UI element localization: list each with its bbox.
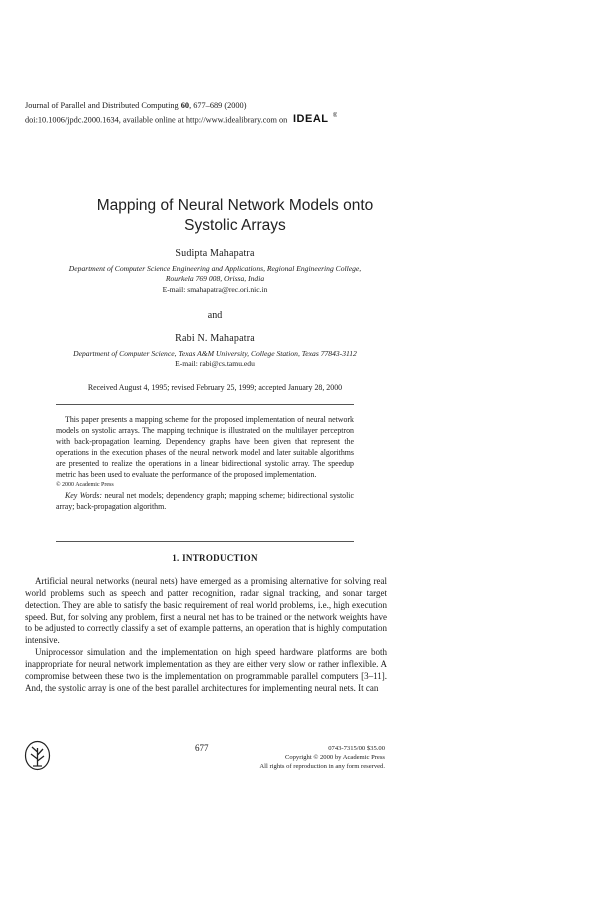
author-2-email: E-mail: rabi@cs.tamu.edu <box>175 359 255 369</box>
abstract-copyright: © 2000 Academic Press <box>56 482 114 489</box>
author-1-email: E-mail: smahapatra@rec.ori.nic.in <box>162 284 268 294</box>
journal-header <box>25 101 337 129</box>
abstract-top-rule <box>56 404 354 405</box>
copyright-line: Copyright © 2000 by Academic Press <box>284 753 385 761</box>
paragraph: Artificial neural networks (neural nets) have emerged as a promising alternative for solving real world problems such as speech and patter recognition, radar signal tracking, and sonar target detection. They are able to satisfy the basic requirement of real world problems, i.e., high execution speed. But, for solving any problem, first a neural net has to be trained or the network weights have to be adjusted to correctly classify a set of example patterns, an operation that is highly computation intensive. <box>25 576 387 646</box>
author-2: Rabi N. Mahapatra <box>175 333 255 344</box>
svg-text:®: ® <box>333 112 338 119</box>
abstract-bottom-rule <box>56 541 354 542</box>
journal-citation: Journal of Parallel and Distributed Computing 60, 677–689 (2000) <box>25 101 247 110</box>
keywords: Key Words: neural net models; dependency graph; mapping scheme; bidirectional systolic array; back-propagation algorithm. <box>56 491 354 512</box>
author-1: Sudipta Mahapatra <box>175 248 255 259</box>
page-number: 677 <box>195 743 209 753</box>
abstract <box>56 415 354 513</box>
publisher-tree-logo-icon <box>24 740 51 771</box>
and-separator: and <box>207 310 223 321</box>
rights-line: All rights of reproduction in any form reserved. <box>259 762 385 770</box>
price-line: 0743-7315/00 $35.00 <box>328 745 385 752</box>
ideal-logo-text: IDEAL <box>293 112 329 125</box>
paragraph: Uniprocessor simulation and the implementation on high speed hardware platforms are both inappropriate for neural network implementation as they are either very slow or rather inflexible. A compromise between these two is the implementation on programmable parallel computers [3–11]. And, the systolic array is one of the best parallel architectures for implementing neural nets. It can <box>25 647 387 693</box>
ideal-logo <box>293 111 337 129</box>
abstract-text: This paper presents a mapping scheme for the proposed implementation of neural network models on systolic arrays. The mapping technique is illustrated on the multilayer perceptron with back-propagation learning. Dependency graphs have been given that represent the operations in the execution phases of the neural network model and later suitable algorithms are presented to realize the operations in a linear bidirectional systolic array. The speedup metric has been used to evaluate the performance of the proposed implementation. <box>56 415 354 479</box>
doi-line: doi:10.1006/jpdc.2000.1634, available online at http://www.idealibrary.com on IDEAL ® <box>25 112 337 130</box>
copyright-block <box>210 745 385 771</box>
received-dates: Received August 4, 1995; revised February 25, 1999; accepted January 28, 2000 <box>87 383 343 392</box>
author-1-affiliation: Department of Computer Science Engineering and Applications, Regional Engineering College, Rourkela 769 008, Orissa, India E-mail: smahapatra@rec.ori.nic.in <box>20 264 410 295</box>
section-heading: 1. INTRODUCTION <box>172 553 258 563</box>
paper-title: Mapping of Neural Network Models onto Systolic Arrays <box>96 197 374 234</box>
body-text <box>25 576 387 694</box>
author-2-affiliation: Department of Computer Science, Texas A&M University, College Station, Texas 77843-3112 E-mail: rabi@cs.tamu.edu <box>20 349 410 370</box>
